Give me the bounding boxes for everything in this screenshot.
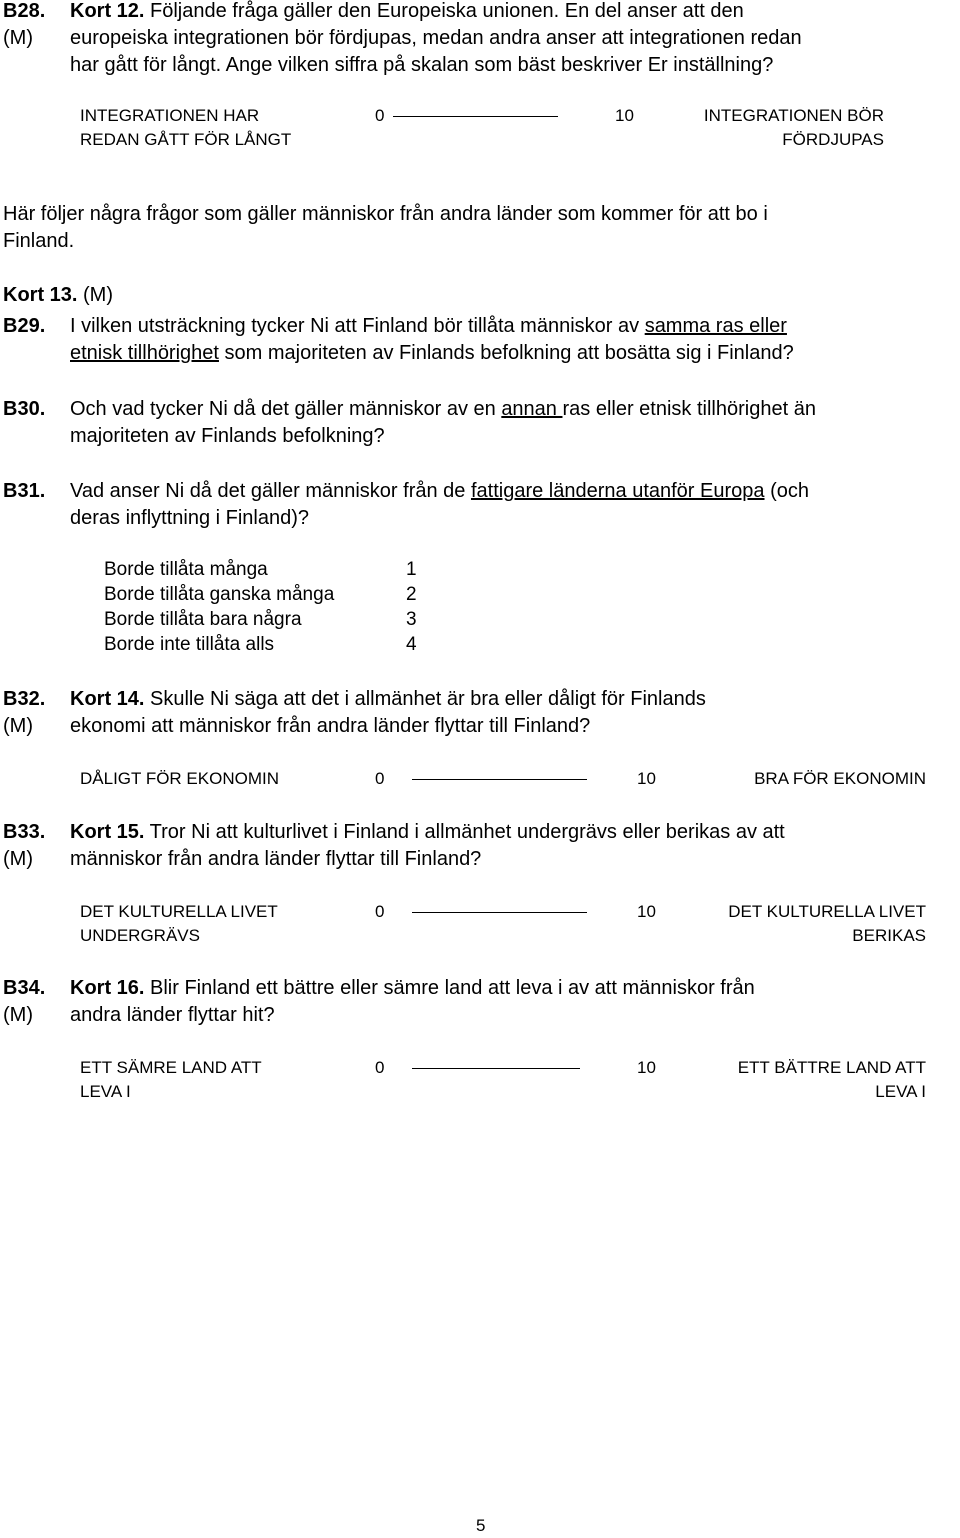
question-number-b29: B29. (3, 315, 46, 337)
question-number-b31: B31. (3, 480, 46, 502)
question-number-b32: B32. (3, 688, 46, 710)
underlined-text-b31: fattigare länderna utanför Europa (470, 480, 765, 502)
scale-right-label-b28-line1: INTEGRATIONEN BÖR (703, 106, 884, 125)
card-label-kort14: Kort 14. (70, 688, 145, 710)
answer-option-code-2: 2 (406, 584, 417, 605)
question-number-b34: B34. (3, 977, 46, 999)
scale-left-label-b34-line1: ETT SÄMRE LAND ATT (80, 1058, 262, 1077)
question-text-b31-part1: Vad anser Ni då det gäller människor från de (70, 480, 471, 502)
card-label-kort16: Kort 16. (70, 977, 145, 999)
question-text-b30-line1 (70, 396, 816, 423)
answer-option-label-4: Borde inte tillåta alls (104, 634, 275, 655)
question-text-b32-line1-rest: Skulle Ni säga att det i allmänhet är bra eller dåligt för Finlands (144, 688, 706, 710)
question-text-b29-part1: I vilken utsträckning tycker Ni att Finland bör tillåta människor av (70, 315, 645, 337)
scale-left-label-b28-line2: REDAN GÅTT FÖR LÅNGT (80, 130, 292, 149)
scale-line-b33 (412, 912, 587, 913)
card-label-kort12: Kort 12. (70, 0, 145, 22)
question-text-b28-line1-rest: Följande fråga gäller den Europeiska unionen. En del anser att den (144, 0, 744, 22)
mode-marker-b28: (M) (3, 27, 33, 49)
scale-line-b34 (412, 1068, 580, 1069)
mode-marker-kort13: (M) (77, 284, 114, 306)
underlined-text-b29-part2: etnisk tillhörighet (70, 342, 219, 364)
scale-left-label-b28-line1: INTEGRATIONEN HAR (80, 106, 260, 125)
underlined-text-b30: annan (501, 398, 563, 420)
answer-option-label-2: Borde tillåta ganska många (104, 584, 335, 605)
question-text-b30-part1: Och vad tycker Ni då det gäller människor av en (70, 398, 502, 420)
question-text-b30-part2: ras eller etnisk tillhörighet än (562, 398, 816, 420)
scale-min-b33: 0 (375, 902, 385, 921)
scale-right-label-b34-line2: LEVA I (875, 1082, 926, 1101)
scale-line-b28 (393, 116, 558, 117)
scale-max-b32: 10 (637, 769, 656, 788)
question-text-b28-line2: europeiska integrationen bör fördjupas, medan andra anser att integrationen redan (70, 27, 802, 49)
scale-max-b34: 10 (637, 1058, 656, 1077)
scale-line-b32 (412, 779, 587, 780)
scale-right-label-b33-line2: BERIKAS (852, 926, 926, 945)
page-number: 5 (476, 1516, 486, 1535)
mode-marker-b34: (M) (3, 1004, 33, 1026)
scale-right-label-b32: BRA FÖR EKONOMIN (754, 769, 926, 788)
question-text-b33-line1 (70, 819, 785, 846)
question-text-b31-line1 (70, 478, 809, 505)
scale-right-label-b33-line1: DET KULTURELLA LIVET (728, 902, 926, 921)
answer-option-label-3: Borde tillåta bara några (104, 609, 302, 630)
answer-option-code-4: 4 (406, 634, 417, 655)
question-text-b31-line2: deras inflyttning i Finland)? (70, 507, 310, 529)
scale-max-b33: 10 (637, 902, 656, 921)
scale-min-b28: 0 (375, 106, 385, 125)
question-text-b34-line2: andra länder flyttar hit? (70, 1004, 275, 1026)
scale-left-label-b33-line1: DET KULTURELLA LIVET (80, 902, 278, 921)
scale-left-label-b32: DÅLIGT FÖR EKONOMIN (80, 769, 279, 788)
intro-text-line1: Här följer några frågor som gäller människor från andra länder som kommer för att bo i (3, 203, 768, 225)
scale-right-label-b28-line2: FÖRDJUPAS (782, 130, 884, 149)
question-text-b32-line2: ekonomi att människor från andra länder flyttar till Finland? (70, 715, 591, 737)
scale-min-b34: 0 (375, 1058, 385, 1077)
scale-left-label-b34-line2: LEVA I (80, 1082, 131, 1101)
card-label-kort15: Kort 15. (70, 821, 145, 843)
scale-right-label-b34-line1: ETT BÄTTRE LAND ATT (737, 1058, 926, 1077)
card-label-kort13: Kort 13. (3, 284, 78, 306)
question-number-b28: B28. (3, 0, 46, 22)
question-text-b32-line1 (70, 686, 706, 713)
question-text-b34-line1-rest: Blir Finland ett bättre eller sämre land att leva i av att människor från (144, 977, 755, 999)
intro-text-line2: Finland. (3, 230, 75, 252)
question-text-b33-line1-rest: Tror Ni att kulturlivet i Finland i allmänhet undergrävs eller berikas av att (144, 821, 785, 843)
question-number-b33: B33. (3, 821, 46, 843)
scale-max-b28: 10 (615, 106, 634, 125)
question-text-b34-line1 (70, 975, 755, 1002)
scale-min-b32: 0 (375, 769, 385, 788)
question-text-b29-line1 (70, 313, 787, 340)
scale-left-label-b33-line2: UNDERGRÄVS (80, 926, 200, 945)
question-text-b30-line2: majoriteten av Finlands befolkning? (70, 425, 385, 447)
question-number-b30: B30. (3, 398, 46, 420)
question-text-b28-line1 (70, 0, 744, 25)
mode-marker-b32: (M) (3, 715, 33, 737)
answer-option-label-1: Borde tillåta många (104, 559, 268, 580)
underlined-text-b29-part1: samma ras eller (644, 315, 787, 337)
mode-marker-b33: (M) (3, 848, 33, 870)
question-text-b33-line2: människor från andra länder flyttar till Finland? (70, 848, 482, 870)
question-text-b29-line2 (70, 340, 794, 367)
answer-option-code-1: 1 (406, 559, 417, 580)
question-text-b29-part2: som majoriteten av Finlands befolkning att bosätta sig i Finland? (218, 342, 794, 364)
card-heading-kort13 (3, 282, 113, 309)
question-text-b28-line3: har gått för långt. Ange vilken siffra på skalan som bäst beskriver Er inställning? (70, 54, 774, 76)
question-text-b31-part2: (och (764, 480, 809, 502)
answer-option-code-3: 3 (406, 609, 417, 630)
